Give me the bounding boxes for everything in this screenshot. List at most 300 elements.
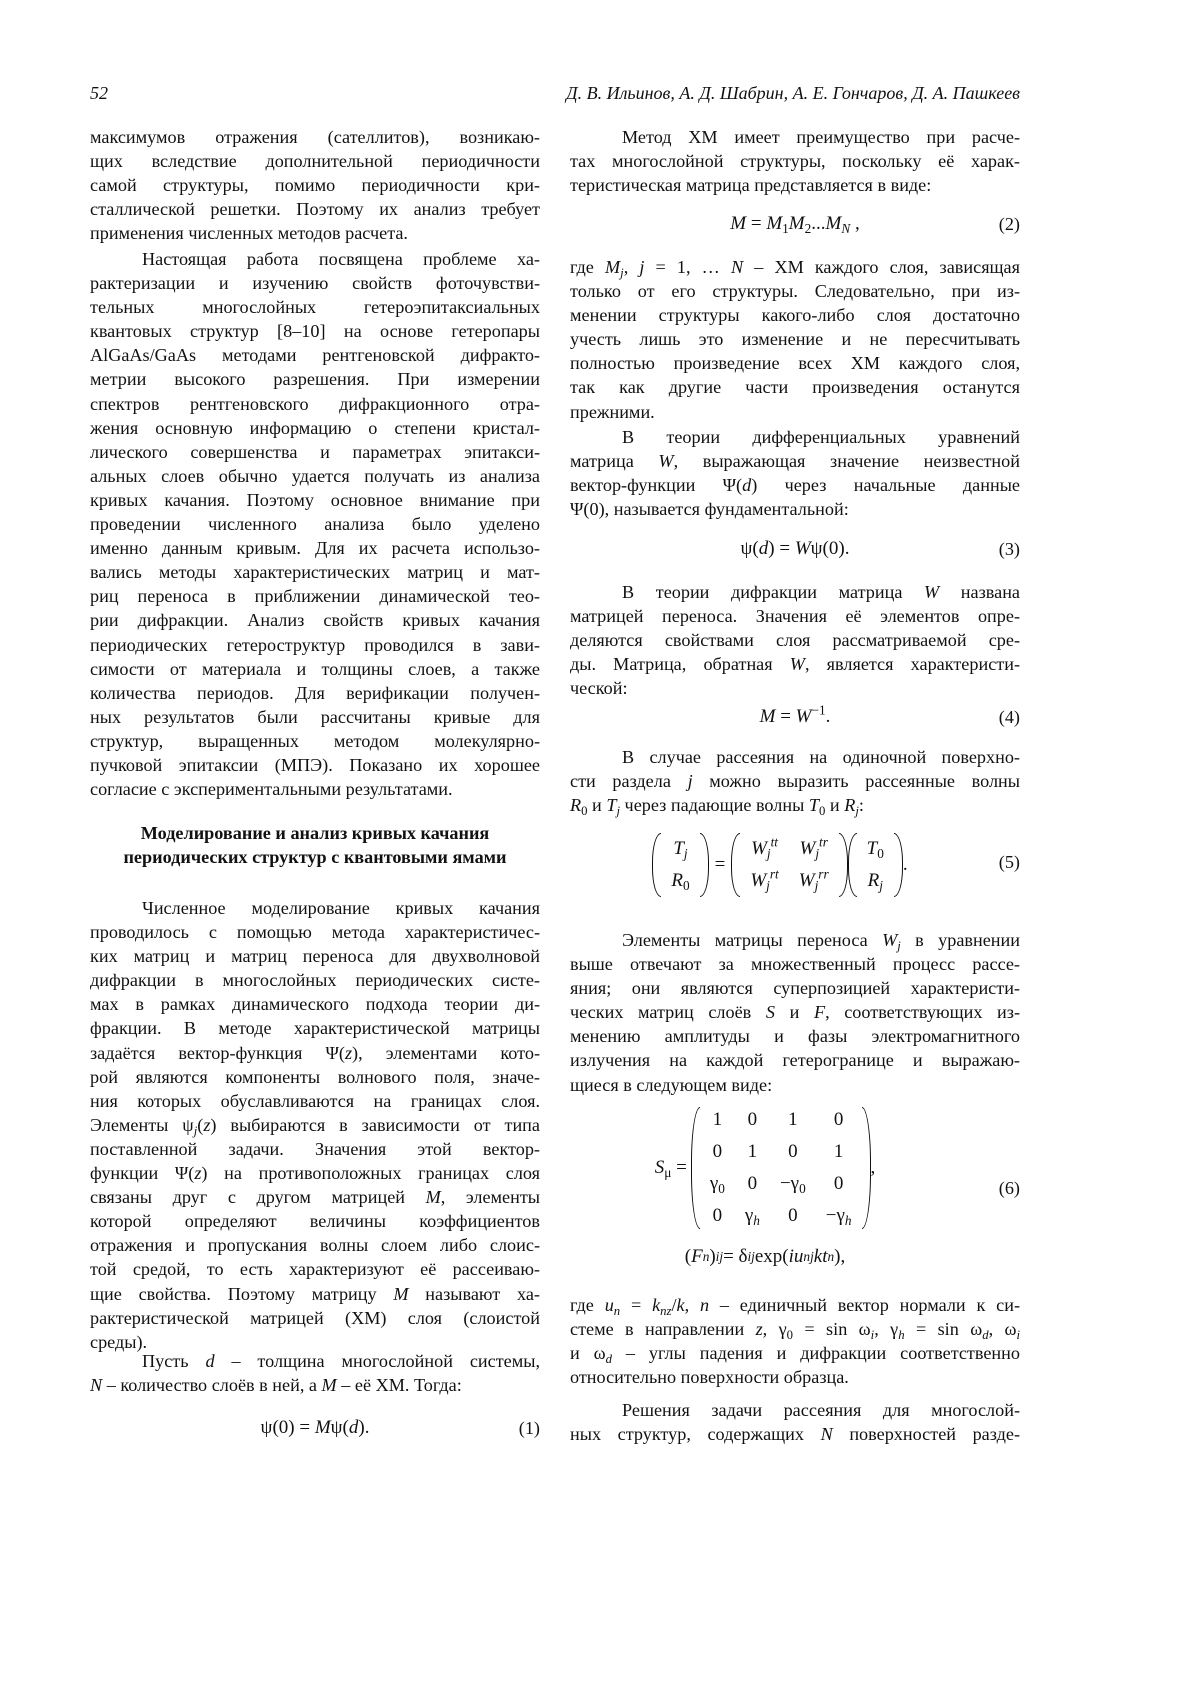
matrix-cell [770,1171,816,1197]
text-line: пучковой эпитаксии (МПЭ). Показано их хорошее [90,753,540,777]
math-symbol: M [826,213,842,234]
text-run: = [620,1295,652,1315]
text-run: и [775,1002,814,1022]
superscript: rr [818,867,828,882]
text-run: и [588,795,607,815]
text-line: Решения задачи рассеяния для многослой- [570,1398,1020,1422]
text-run: Элементы ψ [90,1115,194,1135]
text-line: именно данным кривым. Для их расчета использо- [90,536,540,560]
text-run: 1 [834,1141,844,1162]
subscript: j [897,939,901,953]
text-line: которой определяют величины коэффициентов [90,1209,540,1233]
text-run: ψ(0). [811,538,850,559]
text-line: периодических структур с квантовыми ямами [90,845,540,869]
text-line [570,793,1020,817]
text-line: В теории дифференциальных уравнений [570,425,1020,449]
text-line [570,255,1020,279]
text-line: учесть лишь это изменение и не пересчитывать [570,327,1020,351]
text-run: в уравнении [901,930,1020,950]
subscript: 0 [877,846,884,861]
text-line [90,1041,540,1065]
math-symbol: F [691,1246,703,1268]
text-line: так как другие части произведения останутся [570,375,1020,399]
matrix-cell [789,833,839,865]
math-symbol: S [655,1157,665,1178]
equation-5 [570,832,1020,898]
text-run: : [859,795,864,815]
math-symbol: W [658,451,673,471]
text-line: кривых качания. Поэтому основное внимание при [90,488,540,512]
text-line [90,1185,540,1209]
text-line: яния; они являются суперпозицией характеристи- [570,976,1020,1000]
text-run: / [671,1295,676,1315]
equation-6 [570,1104,1020,1284]
text-run: ) через начальные данные [751,475,1020,495]
subscript: 0 [718,1181,725,1196]
text-run: В теории дифракции матрица [622,582,924,602]
text-run: связаны друг с другом матрицей [90,1187,426,1207]
text-line: применения численных методов расчета. [90,221,540,245]
text-run: называют ха- [409,1284,540,1304]
text-line: проводилось с помощью метода характеристичес- [90,920,540,944]
section-heading [90,821,540,869]
text-run: , выражающая значение неизвестной [674,451,1020,471]
text-run: ψ( [331,1417,349,1438]
text-run: = δ [723,1246,747,1268]
text-line: только от его структуры. Следовательно, при из- [570,279,1020,303]
text-run: 1 [788,1109,798,1130]
equation-number: (6) [999,1178,1020,1199]
math-symbol: M [322,1375,337,1395]
text-line [570,1000,1020,1024]
text-run: и ω [570,1343,606,1363]
paragraph [90,1349,540,1397]
matrix-cell [661,833,699,865]
matrix-cell [700,1171,735,1197]
text-run: задаётся вектор-функция Ψ( [90,1043,345,1063]
text-run: где [570,257,605,277]
matrix-cell [740,865,788,897]
matrix-cell [789,865,839,897]
math-symbol: iu [789,1246,804,1268]
paragraph [90,247,540,801]
math-symbol: d [205,1351,214,1371]
text-run: ческих матриц слоёв [570,1002,766,1022]
text-run: ( [685,1246,691,1268]
text-line: сталлической решетки. Поэтому их анализ требует [90,197,540,221]
subscript: h [753,1213,760,1228]
matrix-label [655,1157,687,1179]
math-symbol: N [90,1375,102,1395]
text-run: γ [745,1205,753,1226]
text-line: деляются свойствами слоя рассматриваемой сре- [570,628,1020,652]
text-run: ) выбираются в зависимости от типа [210,1115,540,1135]
paragraph [570,255,1020,424]
s-matrix [691,1107,871,1229]
math-symbol: W [924,582,939,602]
text-run: сти раздела [570,771,688,791]
text-run: ) на противоположных границах слоя [201,1163,540,1183]
text-line [570,928,1020,952]
math-symbol: S [766,1002,775,1022]
math-symbol: W [799,838,815,859]
text-run: через падающие волны [620,795,809,815]
math-symbol: F [814,1002,825,1022]
subscript: j [815,878,819,893]
text-line: метрии высокого разрешения. При измерении [90,367,540,391]
text-run: γ [710,1173,718,1194]
math-symbol: z [345,1043,352,1063]
text-line: теристическая матрица представляется в виде: [570,173,1020,197]
math-symbol: T [606,795,616,815]
text-line: симости от материала и толщины слоев, а также [90,657,540,681]
text-run: , [624,257,640,277]
text-line: рии дифракции. Анализ свойств кривых качания [90,608,540,632]
text-line: щих вследствие дополнительной периодичности [90,149,540,173]
text-run: , [685,1295,700,1315]
math-symbol: N [821,1424,833,1444]
subscript: j [767,846,771,861]
text-line: Ψ(0), называется фундаментальной: [570,497,1020,521]
subscript: i [871,1328,875,1342]
equation-1 [90,1410,540,1446]
paragraph [90,896,540,1354]
matrix-cell [770,1139,816,1165]
text-run: – количество слоёв в ней, а [102,1375,321,1395]
paragraph [570,125,1020,197]
text-line: жения основную информацию о степени кристал- [90,416,540,440]
text-line: дифракции в многослойных периодических систе- [90,968,540,992]
equation-2 [570,206,1020,242]
math-symbol: R [868,870,880,891]
text-run: ). [358,1417,369,1438]
equation-4 [570,699,1020,735]
subscript: 0 [799,1181,806,1196]
text-run: – единичный вектор нормали к си- [709,1295,1020,1315]
text-run: exp( [755,1246,789,1268]
math-symbol: k [677,1295,685,1315]
equation-number: (1) [519,1410,540,1446]
text-line: риц переноса в приближении динамической тео- [90,584,540,608]
equation-expression [570,699,1020,735]
subscript: j [855,804,859,818]
text-line [570,1341,1020,1365]
text-run: , [850,213,860,234]
text-run: = [746,213,766,234]
math-symbol: T [809,795,819,815]
text-line [570,1317,1020,1341]
math-symbol: M [426,1187,441,1207]
math-symbol: W [796,706,812,727]
subscript: n [614,1304,620,1318]
text-line: выше отвечают за множественный процесс рассе- [570,952,1020,976]
matrix-cell [816,1107,862,1133]
text-run: 0 [788,1141,798,1162]
text-line [90,1373,540,1397]
text-line [570,769,1020,793]
subscript: j [766,878,770,893]
matrix-cell [700,1139,735,1165]
vector-rhs [848,833,903,897]
text-run: 1 [713,1109,723,1130]
text-line: Метод ХМ имеет преимущество при расче- [570,125,1020,149]
paragraph [570,928,1020,1097]
equation-suffix: , [871,1157,876,1179]
text-line: вались методы характеристических матриц и мат- [90,560,540,584]
matrix-cell [735,1139,770,1165]
text-line: матрицей переноса. Значения её элементов опре- [570,604,1020,628]
text-line: ких матриц и матриц переноса для двухволновой [90,944,540,968]
text-line: относительно поверхности образца. [570,1365,1020,1389]
text-line: тах многослойной структуры, поскольку её харак- [570,149,1020,173]
page-number: 52 [90,83,108,104]
paragraph [570,580,1020,700]
text-line: щиеся в следующем виде: [570,1073,1020,1097]
text-line: максимумов отражения (сателлитов), возникаю- [90,125,540,149]
math-symbol: T [867,838,878,859]
text-run: ) = [768,538,795,559]
text-run: можно выразить рассеянные волны [693,771,1020,791]
paragraph [570,1293,1020,1389]
text-line: прежними. [570,400,1020,424]
text-line: альных слоев обычно удается получать из анализа [90,464,540,488]
text-line: количества периодов. Для верификации получен- [90,681,540,705]
vector-lhs [652,833,708,897]
text-line: тельных многослойных гетероэпитаксиальных [90,295,540,319]
text-line [570,1293,1020,1317]
text-line: менении структуры какого-либо слоя достаточно [570,303,1020,327]
text-line: рактеристической матрицей (ХМ) слоя (слоистой [90,1306,540,1330]
text-run: 0 [788,1205,798,1226]
math-symbol: W [882,930,897,950]
text-line: Моделирование и анализ кривых качания [90,821,540,845]
text-line: той средой, то есть характеризуют её рассеиваю- [90,1257,540,1281]
text-line: AlGaAs/GaAs методами рентгеновской дифракто- [90,343,540,367]
math-symbol: W [799,870,815,891]
text-line: спектров рентгеновского дифракционного отра- [90,392,540,416]
text-line: лического совершенства и параметрах эпитакси- [90,440,540,464]
subscript: j [194,1124,198,1138]
equation-number: (2) [999,206,1020,242]
text-line [90,1161,540,1185]
text-line: полностью произведение всех ХМ каждого слоя, [570,351,1020,375]
text-run: ) [709,1246,715,1268]
text-run: матрица [570,451,658,471]
matrix-cell [857,865,894,897]
subscript: h [845,1213,852,1228]
matrix-cell [740,833,788,865]
math-symbol: T [673,838,684,859]
equation-suffix: . [903,854,908,876]
subscript: j [616,804,620,818]
text-line: мах в рамках динамического подхода теории ди- [90,992,540,1016]
text-run: = 1, … [644,257,731,277]
subscript: 0 [787,1328,793,1342]
text-run: 0 [834,1173,844,1194]
text-run: = [775,706,795,727]
math-symbol: M [730,213,746,234]
text-line: согласие с экспериментальными результатами. [90,777,540,801]
text-run: , является характеристи- [805,654,1020,674]
math-symbol: j [688,771,693,791]
text-run: , соответствующих из- [825,1002,1020,1022]
text-line: Численное моделирование кривых качания [90,896,540,920]
matrix-cell [735,1107,770,1133]
subscript: nz [660,1304,671,1318]
math-symbol: M [789,213,805,234]
text-run: ), элементами кото- [352,1043,540,1063]
math-symbol: R [671,870,683,891]
math-symbol: R [570,795,581,815]
subscript: d [606,1352,612,1366]
text-run: Элементы матрицы переноса [622,930,882,950]
text-run: , γ [874,1319,898,1339]
math-symbol: d [349,1417,359,1438]
text-line: проведении численного анализа было уделено [90,512,540,536]
math-symbol: z [756,1319,763,1339]
math-symbol: W [750,870,766,891]
subscript: μ [664,1165,671,1180]
text-run: ... [811,213,825,234]
text-line [570,449,1020,473]
text-line [570,1422,1020,1446]
text-line: ческой: [570,676,1020,700]
text-run: , элементы [441,1187,540,1207]
text-run: −γ [826,1205,845,1226]
text-run: . [826,706,831,727]
equation-number: (3) [999,531,1020,567]
text-line [570,580,1020,604]
text-run: 0 [834,1109,844,1130]
subscript: j [620,266,624,280]
text-run: ψ(0) = [261,1417,315,1438]
text-line: отражения и пропускания волны слоем либо слоис- [90,1233,540,1257]
text-line: ных результатов были рассчитаны кривые для [90,705,540,729]
text-run: = [671,1157,686,1178]
matrix-cell [816,1203,862,1229]
text-run: 0 [713,1205,723,1226]
text-run: 1 [748,1141,758,1162]
text-line: рой являются компоненты волнового поля, значе- [90,1065,540,1089]
text-line [90,1282,540,1306]
text-line: В случае рассеяния на одиночной поверхно- [570,745,1020,769]
text-run: , ω [989,1319,1017,1339]
subscript: h [898,1328,904,1342]
math-symbol: u [605,1295,614,1315]
math-symbol: N [731,257,743,277]
matrix-cell [700,1107,735,1133]
math-symbol: W [790,654,805,674]
subscript: j [879,878,883,893]
math-symbol: j [639,257,644,277]
paragraph [570,745,1020,817]
text-run: и [825,795,844,815]
subscript: 2 [805,221,812,236]
subscript: 0 [683,878,690,893]
text-run: ных структур, содержащих [570,1424,821,1444]
text-run: поверхностей разде- [833,1424,1020,1444]
equals-sign: = [715,854,726,876]
matrix-cell [816,1139,862,1165]
text-line: излучения на каждой гетерогранице и выражаю- [570,1048,1020,1072]
text-run: – ХМ каждого слоя, зависящая [743,257,1020,277]
math-symbol: kt [814,1246,828,1268]
text-run: названа [939,582,1020,602]
math-symbol: M [393,1284,408,1304]
math-symbol: M [315,1417,331,1438]
equation-number: (4) [999,699,1020,735]
text-line: среды). [90,1330,540,1354]
subscript: 0 [581,804,587,818]
text-run: стеме в направлении [570,1319,756,1339]
text-line: квантовых структур [8–10] на основе гетеропары [90,319,540,343]
math-symbol: W [751,838,767,859]
transfer-matrix [731,833,847,897]
text-run: где [570,1295,605,1315]
superscript: tr [819,835,828,850]
text-line: ния которых обуславливаются на границах слоя. [90,1089,540,1113]
paragraph [90,125,540,245]
text-run: – толщина многослойной системы, [215,1351,540,1371]
text-line: самой структуры, помимо периодичности кри- [90,173,540,197]
matrix-cell [816,1171,862,1197]
math-symbol: M [605,257,620,277]
superscript: tt [771,835,778,850]
text-run: 0 [748,1109,758,1130]
text-run: ды. Матрица, обратная [570,654,790,674]
matrix-cell [735,1171,770,1197]
subscript: j [684,846,688,861]
math-symbol: d [742,475,751,495]
text-run: = sin ω [793,1319,871,1339]
math-symbol: z [203,1115,210,1135]
superscript: −1 [811,703,825,718]
equation-expression [570,206,1020,242]
math-symbol: k [652,1295,660,1315]
subscript: N [841,221,850,236]
text-line [570,652,1020,676]
text-line: Настоящая работа посвящена проблеме ха- [90,247,540,271]
text-line: рактеризации и изучению свойств фоточувстви- [90,271,540,295]
text-line: менению амплитуды и фазы электромагнитного [570,1024,1020,1048]
matrix-cell [857,833,894,865]
subscript: i [1016,1328,1020,1342]
text-line [570,473,1020,497]
subscript: d [982,1328,988,1342]
equation-expression [90,1410,540,1446]
running-header-authors: Д. В. Ильинов, А. Д. Шабрин, А. Е. Гончаров, Д. А. Пашкеев [566,83,1020,104]
f-matrix-expression: ( F n ) ij = δ ij exp( iu n j kt n ), [570,1240,1020,1274]
text-run: ψ( [741,538,759,559]
subscript: 0 [819,804,825,818]
math-symbol: n [700,1295,709,1315]
text-run: – её ХМ. Тогда: [337,1375,462,1395]
text-line: фракции. В методе характеристической матрицы [90,1016,540,1040]
math-symbol: W [795,538,811,559]
text-run: щие свойства. Поэтому матрицу [90,1284,393,1304]
math-symbol: M [766,213,782,234]
text-line: поставленной задачи. Значения этой вектор- [90,1137,540,1161]
matrix-cell [770,1203,816,1229]
text-run: Пусть [142,1351,205,1371]
text-run: 0 [713,1141,723,1162]
matrix-cell [770,1107,816,1133]
text-run: – углы падения и дифракции соответственно [612,1343,1020,1363]
subscript: 1 [782,221,789,236]
equation-number: (5) [999,852,1020,873]
paragraph [570,425,1020,521]
matrix-cell [735,1203,770,1229]
